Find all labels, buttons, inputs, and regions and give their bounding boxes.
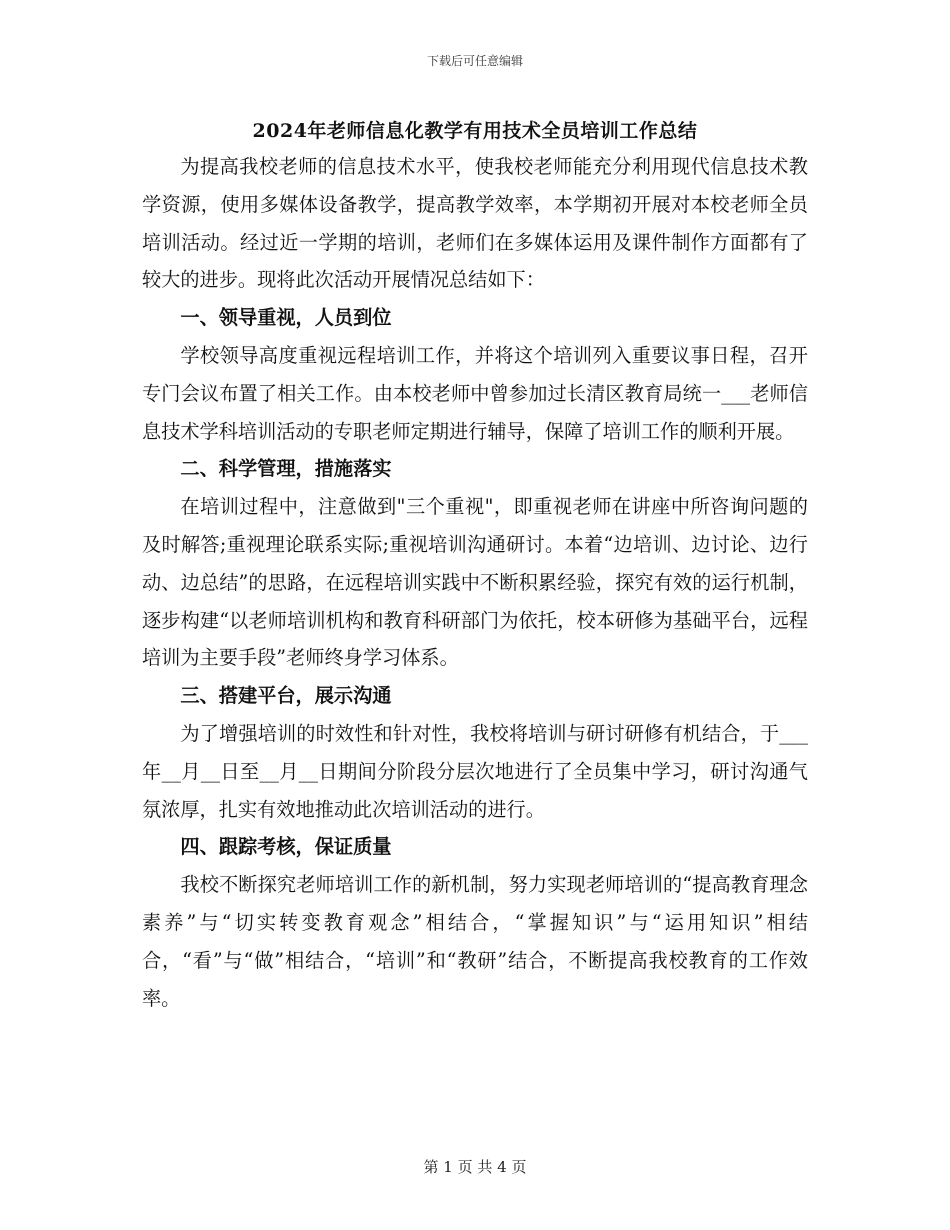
section-paragraph: 学校领导高度重视远程培训工作，并将这个培训列入重要议事日程，召开专门会议布置了相关工作。由本校老师中曾参加过长清区教育局统一___老师信息技术学科培训活动的专职老师定期进行辅导，保障了培训工作的顺利开展。 — [142, 343, 808, 443]
section-heading: 一、领导重视，人员到位 — [180, 306, 392, 330]
section-paragraph: 为了增强培训的时效性和针对性，我校将培训与研讨研修有机结合，于___年__月__日至__月__日期间分阶段分层次地进行了全员集中学习，研讨沟通气氛浓厚，扎实有效地推动此次培训活动的进行。 — [142, 721, 808, 821]
intro-paragraph: 为提高我校老师的信息技术水平，使我校老师能充分利用现代信息技术教学资源，使用多媒体设备教学，提高教学效率，本学期初开展对本校老师全员培训活动。经过近一学期的培训，老师们在多媒体运用及课件制作方面都有了较大的进步。现将此次活动开展情况总结如下： — [142, 155, 808, 292]
header-note: 下载后可任意编辑 — [426, 54, 523, 68]
section-1 — [142, 299, 808, 450]
section-heading: 三、搭建平台，展示沟通 — [180, 684, 392, 708]
page-number: 第 1 页 共 4 页 — [423, 1158, 527, 1176]
section-heading: 二、科学管理，措施落实 — [180, 457, 392, 481]
document-body — [142, 148, 808, 1017]
section-paragraph: 我校不断探究老师培训工作的新机制，努力实现老师培训的“提高教育理念素养”与“切实转变教育观念”相结合，“掌握知识”与“运用知识”相结合，“看”与“做”相结合，“培训”和“教研”结合，不断提高我校教育的工作效率。 — [142, 873, 808, 1010]
section-heading: 四、跟踪考核，保证质量 — [180, 835, 392, 859]
document-title: 2024年老师信息化教学有用技术全员培训工作总结 — [252, 120, 698, 142]
section-3 — [142, 677, 808, 828]
section-2 — [142, 450, 808, 677]
section-4 — [142, 828, 808, 1017]
section-paragraph: 在培训过程中，注意做到"三个重视"，即重视老师在讲座中所咨询问题的及时解答;重视理论联系实际;重视培训沟通研讨。本着“边培训、边讨论、边行动、边总结”的思路，在远程培训实践中不断积累经验，探究有效的运行机制，逐步构建“以老师培训机构和教育科研部门为依托，校本研修为基础平台，远程培训为主要手段”老师终身学习体系。 — [142, 495, 808, 670]
